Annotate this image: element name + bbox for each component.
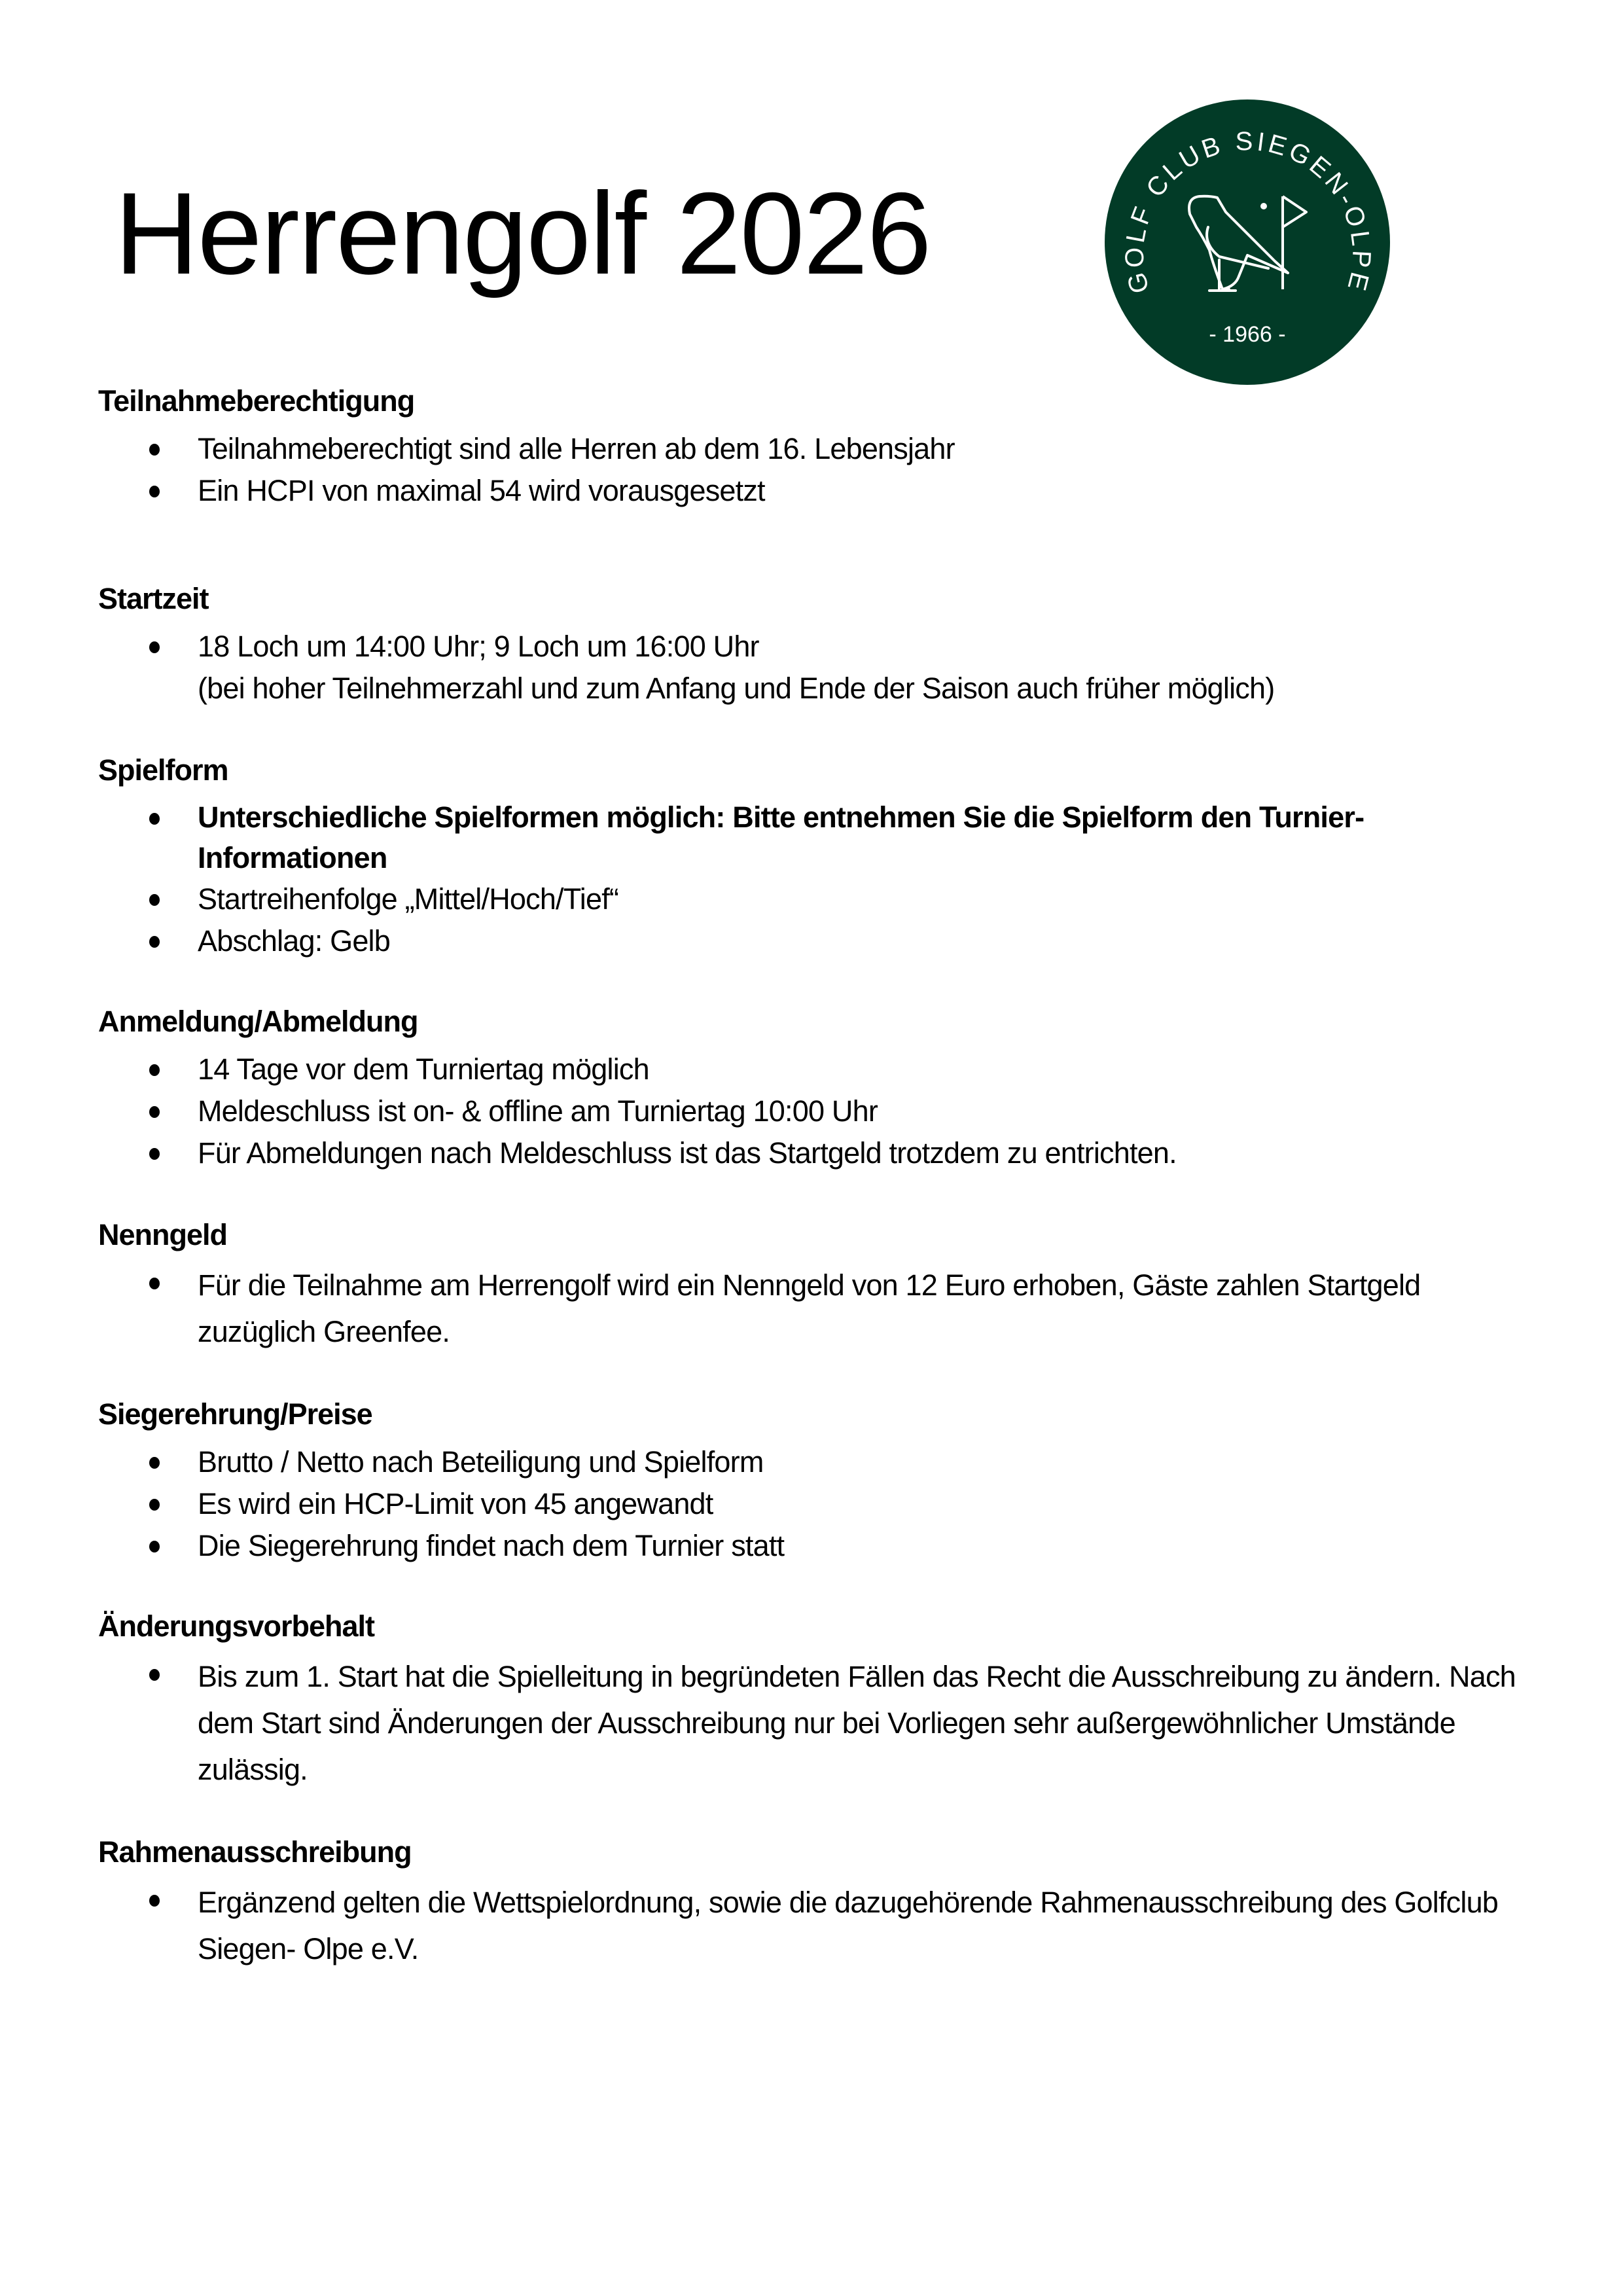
section-siegerehrung-preise [98,1393,1538,1567]
list-item [98,626,1538,709]
list-item [98,1879,1538,1972]
bullet-icon [149,1278,160,1289]
section-spielform [98,749,1538,962]
section-teilnahmeberechtigung [98,380,1538,512]
bullet-list [98,1049,1538,1174]
bullet-icon [149,1457,160,1469]
section-anmeldung-abmeldung [98,1000,1538,1174]
golf-club-logo [1105,99,1390,385]
bullet-icon [149,444,160,456]
bullet-list [98,1653,1538,1793]
document-body [98,380,1538,1972]
bullet-icon [149,813,160,825]
bullet-icon [149,1499,160,1511]
bullet-list [98,1879,1538,1972]
section-heading: Änderungsvorbehalt [98,1609,375,1643]
list-item [98,470,1538,512]
section-heading: Siegerehrung/Preise [98,1397,372,1431]
list-item [98,920,1538,962]
bullet-icon [149,1895,160,1907]
list-item [98,1049,1538,1090]
section-startzeit [98,577,1538,709]
list-item-subtext: (bei hoher Teilnehmerzahl und zum Anfang und Ende der Saison auch früher möglich) [198,672,1275,705]
list-item-text: Startreihenfolge „Mittel/Hoch/Tief“ [198,882,619,916]
bullet-icon [149,1064,160,1076]
list-item [98,1483,1538,1525]
section-heading: Nenngeld [98,1218,228,1251]
list-item [98,878,1538,920]
list-item-text: Abschlag: Gelb [198,924,390,958]
list-item [98,1441,1538,1483]
list-item-text: Für Abmeldungen nach Meldeschluss ist das Startgeld trotzdem zu entrichten. [198,1136,1177,1170]
bullet-icon [149,641,160,653]
list-item [98,1090,1538,1132]
list-item [98,1653,1538,1793]
list-item-text: Die Siegerehrung findet nach dem Turnier statt [198,1529,785,1562]
bullet-list [98,797,1538,962]
bullet-icon [149,1106,160,1118]
bullet-list [98,1441,1538,1567]
logo-year: - 1966 - [1209,322,1286,347]
list-item-text: Meldeschluss ist on- & offline am Turniertag 10:00 Uhr [198,1094,878,1128]
list-item [98,1262,1538,1355]
bullet-icon [149,1541,160,1552]
list-item-text: Ergänzend gelten die Wettspielordnung, sowie die dazugehörende Rahmenausschreibung des Golfclub Siegen- Olpe e.V. [198,1886,1499,1965]
section-heading: Spielform [98,753,228,787]
section-änderungsvorbehalt [98,1605,1538,1793]
bullet-icon [149,894,160,906]
list-item-text: Unterschiedliche Spielformen möglich: Bitte entnehmen Sie die Spielform den Turnier-Informationen [198,800,1364,874]
section-heading: Startzeit [98,582,209,615]
section-rahmenausschreibung [98,1831,1538,1972]
bullet-icon [149,486,160,497]
list-item-text: Für die Teilnahme am Herrengolf wird ein Nenngeld von 12 Euro erhoben, Gäste zahlen Startgeld zuzüglich Greenfee. [198,1268,1421,1348]
golf-ball-icon [1260,203,1267,209]
list-item-text: 18 Loch um 14:00 Uhr; 9 Loch um 16:00 Uhr [198,630,759,663]
bullet-icon [149,1669,160,1681]
list-item-text: Bis zum 1. Start hat die Spielleitung in begründeten Fällen das Recht die Ausschreibung zu ändern. Nach dem Start sind Änderungen der Ausschreibung nur bei Vorliegen sehr außergewöhnlicher Umstände zulässig. [198,1660,1516,1786]
list-item-text: Brutto / Netto nach Beteiligung und Spielform [198,1445,764,1479]
section-heading: Rahmenausschreibung [98,1835,412,1869]
list-item [98,1132,1538,1174]
bullet-icon [149,1148,160,1160]
bullet-list [98,428,1538,512]
bullet-list [98,1262,1538,1355]
section-heading: Anmeldung/Abmeldung [98,1005,418,1038]
list-item [98,428,1538,470]
list-item-text: Ein HCPI von maximal 54 wird vorausgesetzt [198,474,765,507]
section-heading: Teilnahmeberechtigung [98,384,415,418]
list-item [98,1525,1538,1567]
logo-ring-text: GOLF CLUB SIEGEN-OLPE [1120,126,1376,296]
list-item [98,797,1538,878]
section-nenngeld [98,1213,1538,1355]
list-item-text: Teilnahmeberechtigt sind alle Herren ab dem 16. Lebensjahr [198,432,955,465]
bullet-icon [149,936,160,948]
bullet-list [98,626,1538,709]
list-item-text: Es wird ein HCP-Limit von 45 angewandt [198,1487,713,1520]
document-title: Herrengolf 2026 [115,168,931,298]
list-item-text: 14 Tage vor dem Turniertag möglich [198,1052,649,1086]
